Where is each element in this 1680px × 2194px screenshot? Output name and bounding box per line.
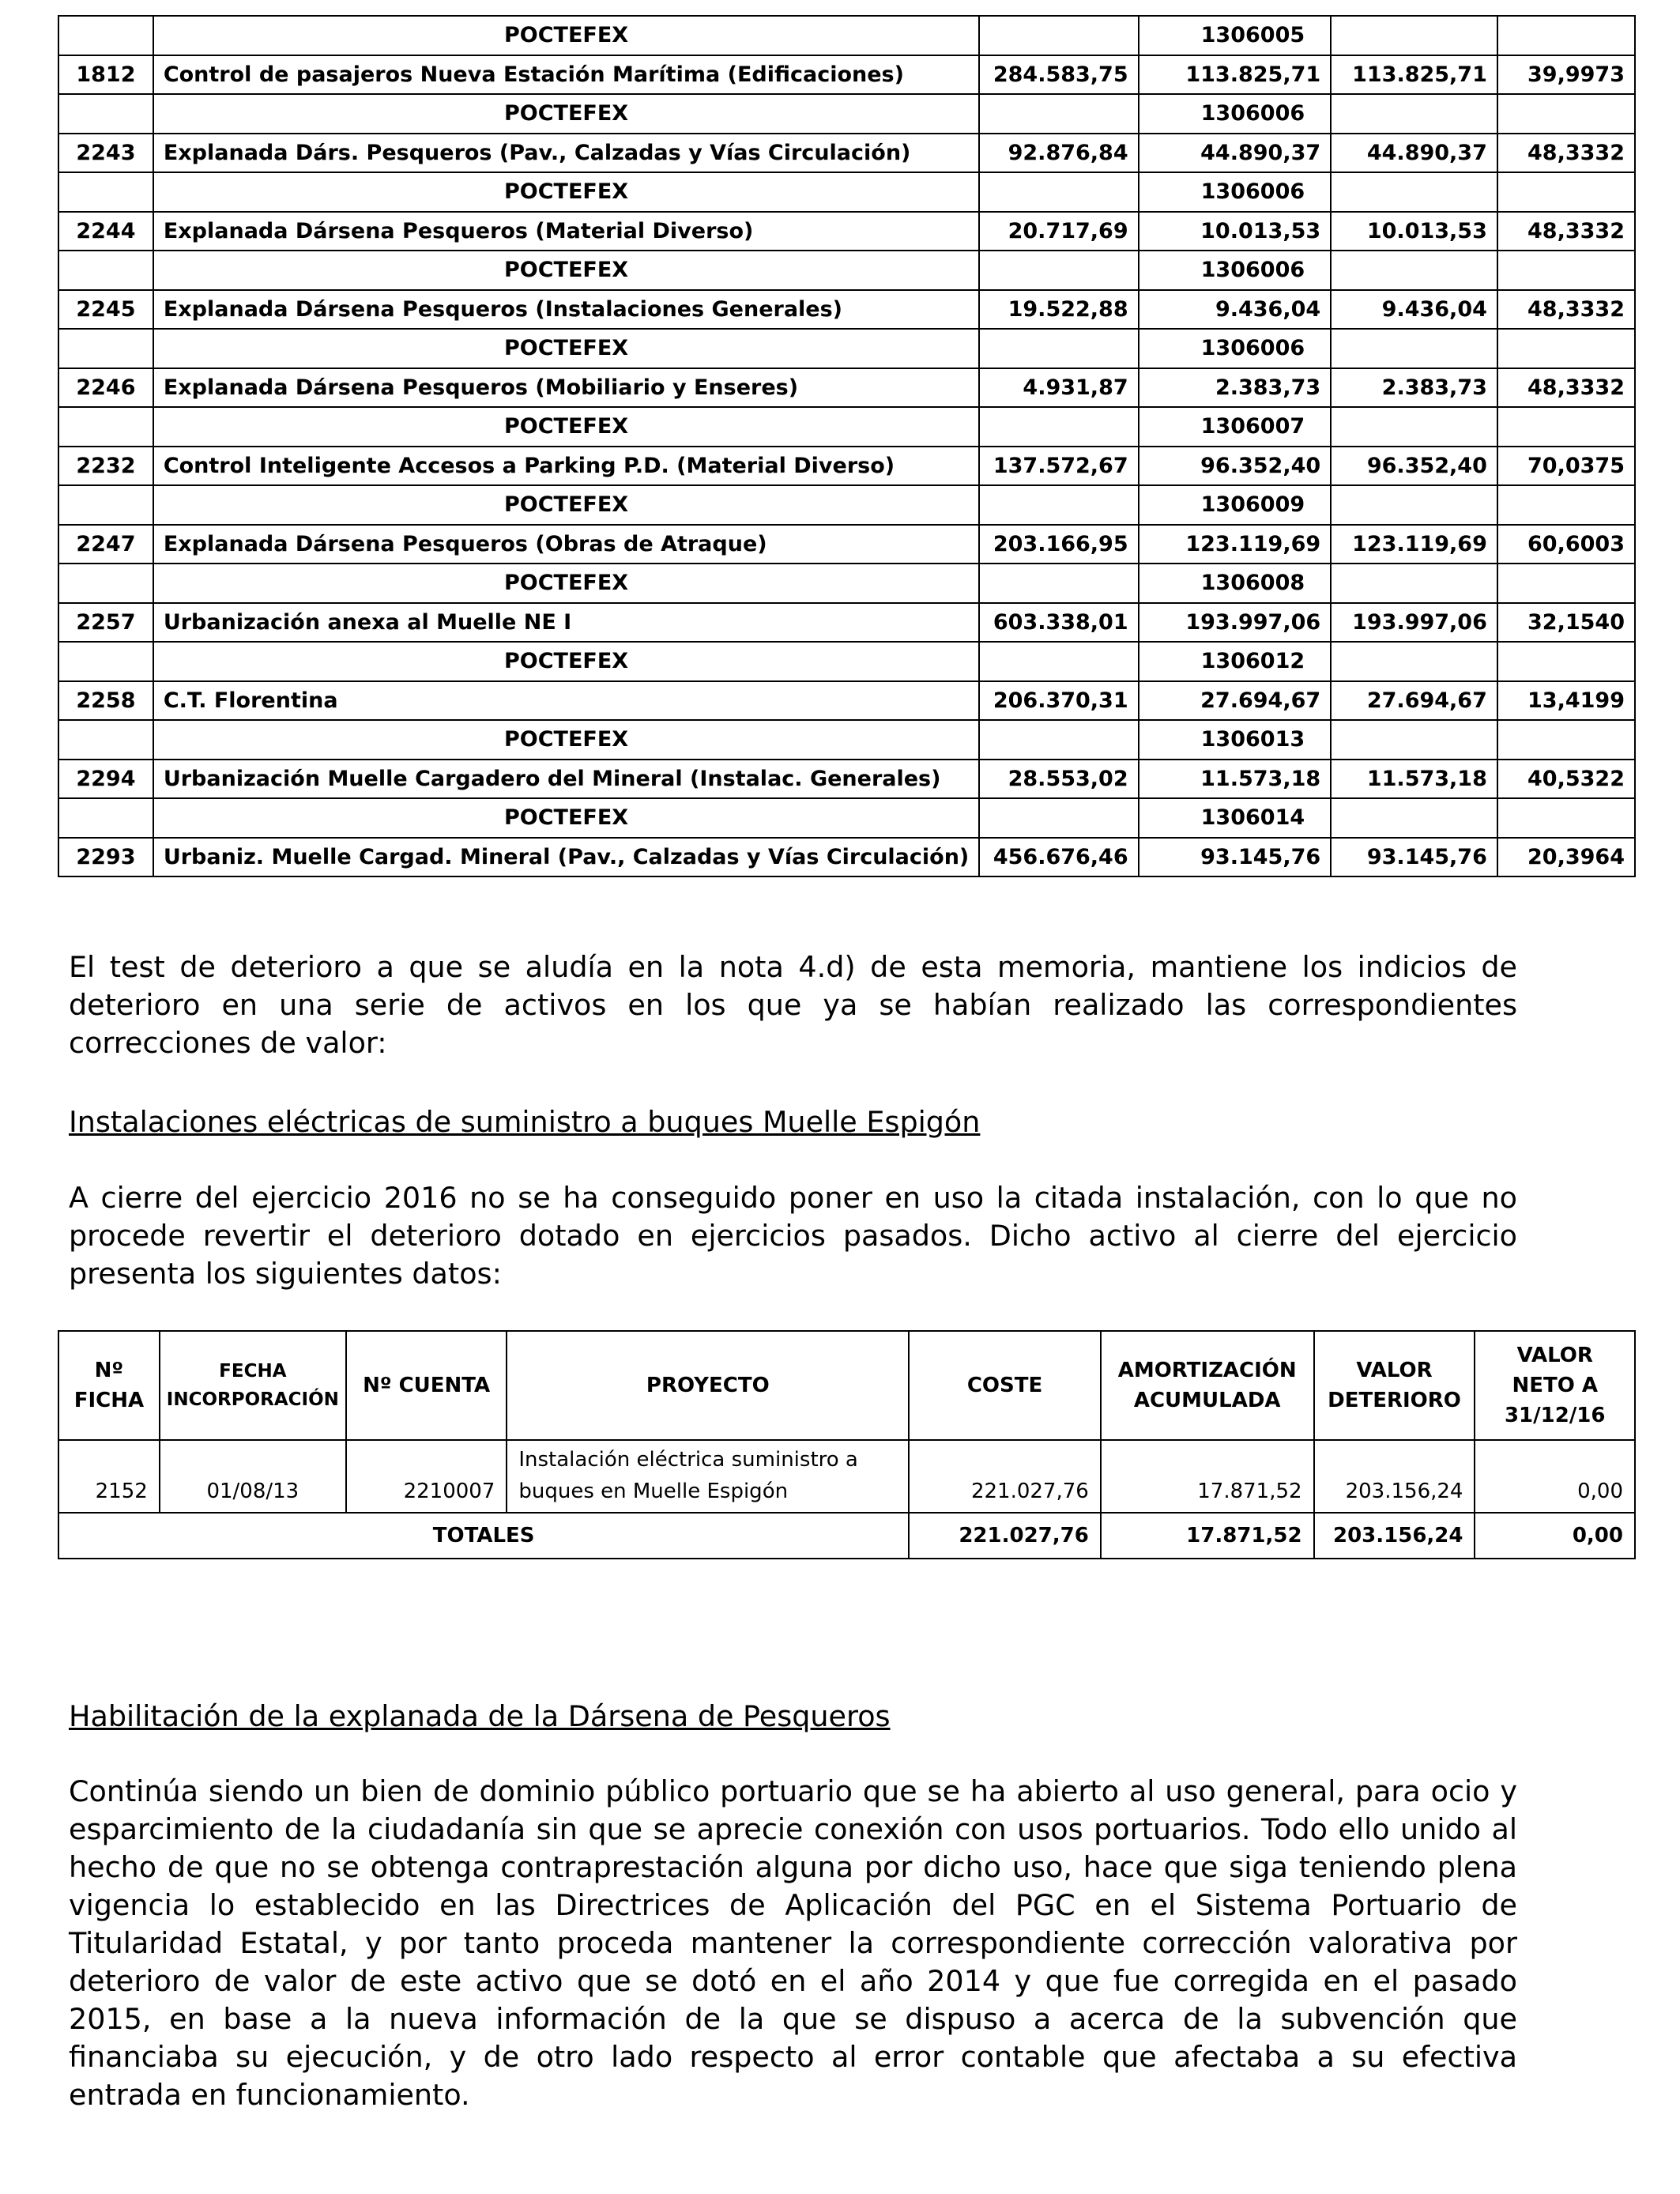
cell-empty <box>1331 94 1497 134</box>
cell-empty <box>979 329 1138 368</box>
cell-empty <box>1497 798 1635 838</box>
header-coste: COSTE <box>909 1331 1101 1440</box>
program-row <box>58 329 1635 368</box>
cell-empty <box>1497 94 1635 134</box>
cell-code: 1306008 <box>1139 564 1332 603</box>
cell-ficha: 2243 <box>58 134 153 173</box>
cell-percent: 48,3332 <box>1497 290 1635 330</box>
cell-ficha: 2257 <box>58 603 153 643</box>
cell-empty <box>979 564 1138 603</box>
cell-empty <box>58 172 153 212</box>
cell-empty <box>1497 251 1635 290</box>
table-row <box>58 447 1635 486</box>
cell-percent: 60,6003 <box>1497 525 1635 564</box>
cell-empty <box>979 172 1138 212</box>
cell-proyecto: Instalación eléctrica suministro a buques en Muelle Espigón <box>507 1440 909 1513</box>
cell-empty <box>58 642 153 681</box>
cell-empty <box>58 798 153 838</box>
cell-program: POCTEFEX <box>153 642 979 681</box>
cell-empty <box>1497 642 1635 681</box>
program-row <box>58 251 1635 290</box>
cell-percent: 48,3332 <box>1497 368 1635 408</box>
header-amortizacion: AMORTIZACIÓN ACUMULADA <box>1101 1331 1314 1440</box>
cell-coste: 20.717,69 <box>979 212 1138 251</box>
table-row <box>58 525 1635 564</box>
cell-empty <box>1331 485 1497 525</box>
table-row <box>58 368 1635 408</box>
cell-empty <box>979 94 1138 134</box>
section-heading-darsena: Habilitación de la explanada de la Dársena de Pesqueros <box>69 1699 891 1733</box>
cell-empty <box>1331 720 1497 760</box>
cell-coste: 19.522,88 <box>979 290 1138 330</box>
cell-value: 113.825,71 <box>1331 55 1497 95</box>
cell-percent: 48,3332 <box>1497 134 1635 173</box>
cell-empty <box>1497 329 1635 368</box>
cell-empty <box>58 251 153 290</box>
totals-label: TOTALES <box>58 1513 909 1559</box>
cell-code: 1306007 <box>1139 407 1332 447</box>
cell-coste: 603.338,01 <box>979 603 1138 643</box>
totals-neto: 0,00 <box>1475 1513 1635 1559</box>
totals-deterioro: 203.156,24 <box>1314 1513 1475 1559</box>
cell-percent: 13,4199 <box>1497 681 1635 721</box>
cell-coste: 28.553,02 <box>979 760 1138 799</box>
cell-value: 2.383,73 <box>1139 368 1332 408</box>
cell-deterioro: 203.156,24 <box>1314 1440 1475 1513</box>
cell-value: 193.997,06 <box>1139 603 1332 643</box>
cell-ficha: 2245 <box>58 290 153 330</box>
cell-empty <box>1331 251 1497 290</box>
header-cuenta: Nº CUENTA <box>346 1331 507 1440</box>
cell-code: 1306006 <box>1139 172 1332 212</box>
cell-empty <box>979 642 1138 681</box>
cell-coste: 137.572,67 <box>979 447 1138 486</box>
cell-empty <box>1331 16 1497 55</box>
table-row <box>58 134 1635 173</box>
cell-coste: 4.931,87 <box>979 368 1138 408</box>
cell-empty <box>1331 798 1497 838</box>
cell-program: POCTEFEX <box>153 485 979 525</box>
asset-impairment-table <box>58 1330 1636 1559</box>
program-row <box>58 172 1635 212</box>
cell-coste: 456.676,46 <box>979 838 1138 877</box>
cell-code: 1306006 <box>1139 329 1332 368</box>
cell-code: 1306012 <box>1139 642 1332 681</box>
cell-project: Explanada Dársena Pesqueros (Obras de Atraque) <box>153 525 979 564</box>
cell-program: POCTEFEX <box>153 16 979 55</box>
header-proyecto: PROYECTO <box>507 1331 909 1440</box>
cell-value: 9.436,04 <box>1139 290 1332 330</box>
cell-value: 96.352,40 <box>1139 447 1332 486</box>
cell-percent: 40,5322 <box>1497 760 1635 799</box>
totals-coste: 221.027,76 <box>909 1513 1101 1559</box>
program-row <box>58 94 1635 134</box>
cell-amortizacion: 17.871,52 <box>1101 1440 1314 1513</box>
cell-project: Explanada Dársena Pesqueros (Mobiliario y Enseres) <box>153 368 979 408</box>
cell-ficha: 2293 <box>58 838 153 877</box>
electrical-paragraph: A cierre del ejercicio 2016 no se ha conseguido poner en uso la citada instalación, con lo que no procede revertir el deterioro dotado en ejercicios pasados. Dicho activo al cierre del ejercicio presenta los siguientes datos: <box>69 1181 1517 1291</box>
cell-value: 123.119,69 <box>1139 525 1332 564</box>
cell-project: Control de pasajeros Nueva Estación Marítima (Edificaciones) <box>153 55 979 95</box>
cell-code: 1306005 <box>1139 16 1332 55</box>
cell-ficha: 2294 <box>58 760 153 799</box>
cell-coste: 206.370,31 <box>979 681 1138 721</box>
cell-code: 1306006 <box>1139 94 1332 134</box>
cell-value: 27.694,67 <box>1139 681 1332 721</box>
table-row <box>58 55 1635 95</box>
cell-fecha: 01/08/13 <box>160 1440 346 1513</box>
cell-ficha: 1812 <box>58 55 153 95</box>
cell-ficha: 2152 <box>58 1440 160 1513</box>
program-row <box>58 798 1635 838</box>
cell-value: 44.890,37 <box>1139 134 1332 173</box>
section-heading-electrical: Instalaciones eléctricas de suministro a buques Muelle Espigón <box>69 1105 981 1139</box>
cell-empty <box>58 94 153 134</box>
cell-code: 1306013 <box>1139 720 1332 760</box>
cell-project: Urbanización anexa al Muelle NE I <box>153 603 979 643</box>
cell-project: Explanada Dársena Pesqueros (Instalaciones Generales) <box>153 290 979 330</box>
cell-percent: 20,3964 <box>1497 838 1635 877</box>
cell-empty <box>979 798 1138 838</box>
cell-program: POCTEFEX <box>153 720 979 760</box>
cell-value: 44.890,37 <box>1331 134 1497 173</box>
intro-paragraph: El test de deterioro a que se aludía en la nota 4.d) de esta memoria, mantiene los indicios de deterioro en una serie de activos en los que ya se habían realizado las correspondientes correcciones de valor: <box>69 950 1517 1060</box>
cell-empty <box>58 329 153 368</box>
cell-empty <box>1331 407 1497 447</box>
cell-empty <box>1497 564 1635 603</box>
cell-percent: 48,3332 <box>1497 212 1635 251</box>
cell-ficha: 2246 <box>58 368 153 408</box>
cell-project: Explanada Dárs. Pesqueros (Pav., Calzadas y Vías Circulación) <box>153 134 979 173</box>
cell-value: 27.694,67 <box>1331 681 1497 721</box>
cell-empty <box>58 720 153 760</box>
cell-cuenta: 2210007 <box>346 1440 507 1513</box>
cell-project: Control Inteligente Accesos a Parking P.D. (Material Diverso) <box>153 447 979 486</box>
cell-empty <box>979 720 1138 760</box>
cell-coste: 221.027,76 <box>909 1440 1101 1513</box>
program-row <box>58 642 1635 681</box>
cell-percent: 32,1540 <box>1497 603 1635 643</box>
cell-project: Urbanización Muelle Cargadero del Mineral (Instalac. Generales) <box>153 760 979 799</box>
cell-empty <box>1497 485 1635 525</box>
cell-empty <box>58 485 153 525</box>
program-row <box>58 564 1635 603</box>
cell-value: 10.013,53 <box>1331 212 1497 251</box>
table-row <box>58 681 1635 721</box>
header-deterioro: VALOR DETERIORO <box>1314 1331 1475 1440</box>
cell-program: POCTEFEX <box>153 407 979 447</box>
cell-empty <box>1497 720 1635 760</box>
cell-project: Urbaniz. Muelle Cargad. Mineral (Pav., Calzadas y Vías Circulación) <box>153 838 979 877</box>
totals-amortizacion: 17.871,52 <box>1101 1513 1314 1559</box>
cell-percent: 70,0375 <box>1497 447 1635 486</box>
cell-empty <box>58 564 153 603</box>
cell-code: 1306009 <box>1139 485 1332 525</box>
table-row <box>58 838 1635 877</box>
cell-neto: 0,00 <box>1475 1440 1635 1513</box>
cell-ficha: 2232 <box>58 447 153 486</box>
table-row <box>58 212 1635 251</box>
cell-empty <box>58 407 153 447</box>
cell-code: 1306014 <box>1139 798 1332 838</box>
cell-coste: 284.583,75 <box>979 55 1138 95</box>
header-ficha: Nº FICHA <box>58 1331 160 1440</box>
cell-empty <box>1497 172 1635 212</box>
cell-empty <box>1331 564 1497 603</box>
cell-ficha: 2258 <box>58 681 153 721</box>
table-row <box>58 1440 1635 1513</box>
cell-empty <box>979 485 1138 525</box>
cell-empty <box>1331 642 1497 681</box>
cell-empty <box>58 16 153 55</box>
cell-project: C.T. Florentina <box>153 681 979 721</box>
cell-program: POCTEFEX <box>153 329 979 368</box>
cell-ficha: 2244 <box>58 212 153 251</box>
cell-empty <box>979 16 1138 55</box>
cell-value: 93.145,76 <box>1139 838 1332 877</box>
program-row <box>58 407 1635 447</box>
cell-ficha: 2247 <box>58 525 153 564</box>
cell-value: 113.825,71 <box>1139 55 1332 95</box>
cell-empty <box>1331 172 1497 212</box>
header-fecha: FECHA INCORPORACIÓN <box>160 1331 346 1440</box>
program-row <box>58 16 1635 55</box>
cell-coste: 203.166,95 <box>979 525 1138 564</box>
table-row <box>58 290 1635 330</box>
header-row <box>58 1331 1635 1440</box>
cell-value: 193.997,06 <box>1331 603 1497 643</box>
cell-empty <box>1497 407 1635 447</box>
cell-empty <box>979 407 1138 447</box>
cell-program: POCTEFEX <box>153 172 979 212</box>
totals-row <box>58 1513 1635 1559</box>
cell-value: 93.145,76 <box>1331 838 1497 877</box>
cell-code: 1306006 <box>1139 251 1332 290</box>
cell-value: 96.352,40 <box>1331 447 1497 486</box>
cell-empty <box>1331 329 1497 368</box>
cell-program: POCTEFEX <box>153 94 979 134</box>
cell-percent: 39,9973 <box>1497 55 1635 95</box>
cell-value: 11.573,18 <box>1139 760 1332 799</box>
cell-empty <box>979 251 1138 290</box>
cell-value: 9.436,04 <box>1331 290 1497 330</box>
darsena-paragraph: Continúa siendo un bien de dominio público portuario que se ha abierto al uso general, para ocio y esparcimiento de la ciudadanía sin que se aprecie conexión con usos portuarios. Todo ello unido al hecho de que no se obtenga contraprestación alguna por dicho uso, hace que siga teniendo plena vigencia lo establecido en las Directrices de Aplicación del PGC en el Sistema Portuario de Titularidad Estatal, y por tanto proceda mantener la correspondiente corrección valorativa por deterioro de valor de este activo que se dotó en el año 2014 y que fue corregida en el pasado 2015, en base a la nueva información de la que se dispuso a acerca de la subvención que financiaba su ejecución, y de otro lado respecto al error contable que afectaba a su efectiva entrada en funcionamiento. <box>69 1774 1517 2112</box>
header-neto: VALOR NETO A 31/12/16 <box>1475 1331 1635 1440</box>
cell-coste: 92.876,84 <box>979 134 1138 173</box>
grants-table <box>58 15 1636 877</box>
cell-project: Explanada Dársena Pesqueros (Material Diverso) <box>153 212 979 251</box>
cell-value: 11.573,18 <box>1331 760 1497 799</box>
cell-program: POCTEFEX <box>153 798 979 838</box>
program-row <box>58 485 1635 525</box>
program-row <box>58 720 1635 760</box>
cell-program: POCTEFEX <box>153 251 979 290</box>
cell-value: 10.013,53 <box>1139 212 1332 251</box>
cell-value: 2.383,73 <box>1331 368 1497 408</box>
cell-empty <box>1497 16 1635 55</box>
table-row <box>58 760 1635 799</box>
table-row <box>58 603 1635 643</box>
cell-value: 123.119,69 <box>1331 525 1497 564</box>
cell-program: POCTEFEX <box>153 564 979 603</box>
